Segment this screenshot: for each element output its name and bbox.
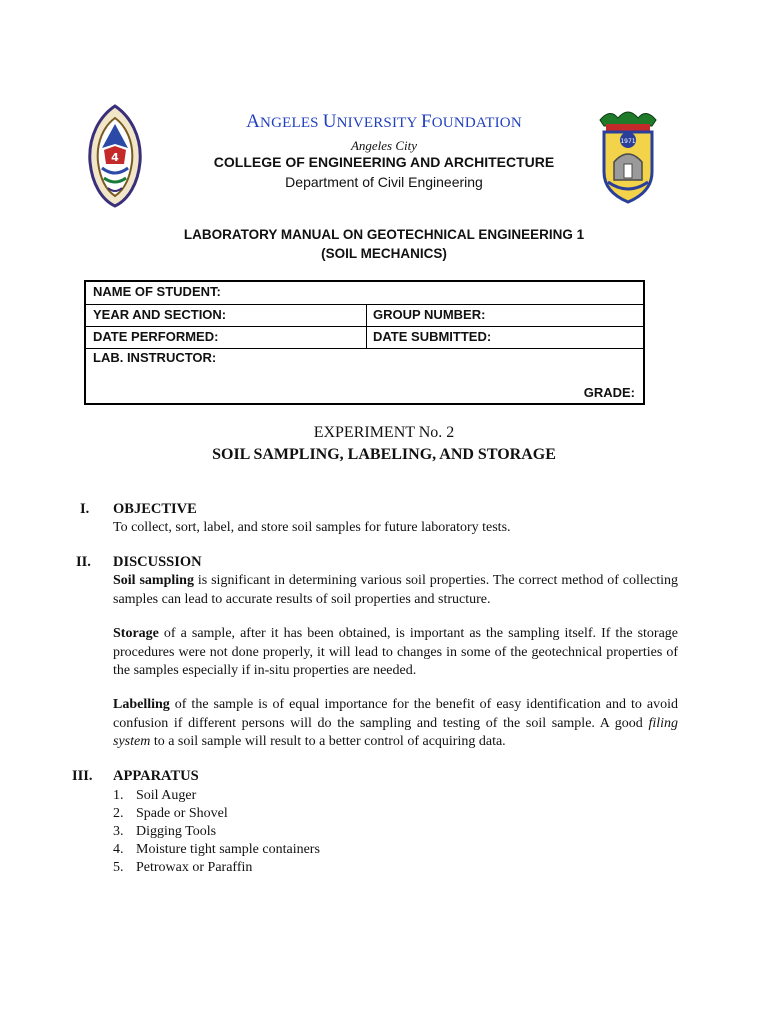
discussion-heading: DISCUSSION [113,554,202,570]
list-item: 3. Digging Tools [113,824,217,839]
university-city: Angeles City [350,138,418,153]
manual-title: LABORATORY MANUAL ON GEOTECHNICAL ENGINEERING 1 [183,227,585,242]
name-of-student-label: NAME OF STUDENT: [93,284,221,299]
date-submitted-label: DATE SUBMITTED: [373,329,492,344]
college-seal-year: 1971 [620,138,636,145]
list-item: 4. Moisture tight sample containers [113,842,320,857]
apparatus-heading: APPARATUS [113,768,199,784]
apparatus-list [113,787,513,877]
discussion-paragraph-3: Labelling of the sample is of equal importance for the benefit of easy identification and to avoid confusion if different persons will do the sampling and testing of the soil sample. A good filing system to a soil sample will result to a better control of acquiring data. [113,697,678,749]
discussion-paragraph-2: Storage of a sample, after it has been obtained, is important as the sampling itself. If the storage procedures were not done properly, it will lead to changes in some of the geotechnical properties of the samples especially if in-situ properties are needed. [113,626,678,678]
university-name: ANGELES UNIVERSITY FOUNDATION [246,111,522,132]
table-column-divider [366,305,367,348]
objective-heading: OBJECTIVE [113,501,197,517]
info-row-name [86,282,643,305]
list-item: 5. Petrowax or Paraffin [113,860,253,875]
college-name: COLLEGE OF ENGINEERING AND ARCHITECTURE [213,154,555,170]
group-number-label: GROUP NUMBER: [373,307,486,322]
objective-numeral: I. [80,501,90,517]
info-row-year-group [86,305,643,327]
experiment-number: EXPERIMENT No. 2 [313,424,455,441]
year-and-section-label: YEAR AND SECTION: [93,307,227,322]
apparatus-numeral: III. [72,768,93,784]
university-seal-icon [84,104,146,208]
list-item: 2. Spade or Shovel [113,806,228,821]
info-row-dates [86,327,643,349]
lab-instructor-label: LAB. INSTRUCTOR: [93,350,217,365]
objective-text: To collect, sort, label, and store soil samples for future laboratory tests. [113,520,511,535]
svg-text:4: 4 [111,151,119,164]
grade-label: GRADE: [583,385,635,400]
experiment-title: SOIL SAMPLING, LABELING, AND STORAGE [212,446,556,463]
discussion-numeral: II. [76,554,91,570]
date-performed-label: DATE PERFORMED: [93,329,219,344]
discussion-paragraph-1: Soil sampling is significant in determining various soil properties. The correct method of collecting samples can lead to accurate results of soil properties and structure. [113,573,679,607]
list-item: 1. Soil Auger [113,788,197,803]
manual-subtitle: (SOIL MECHANICS) [321,246,447,261]
department-name: Department of Civil Engineering [285,174,483,190]
student-info-table [84,280,645,405]
